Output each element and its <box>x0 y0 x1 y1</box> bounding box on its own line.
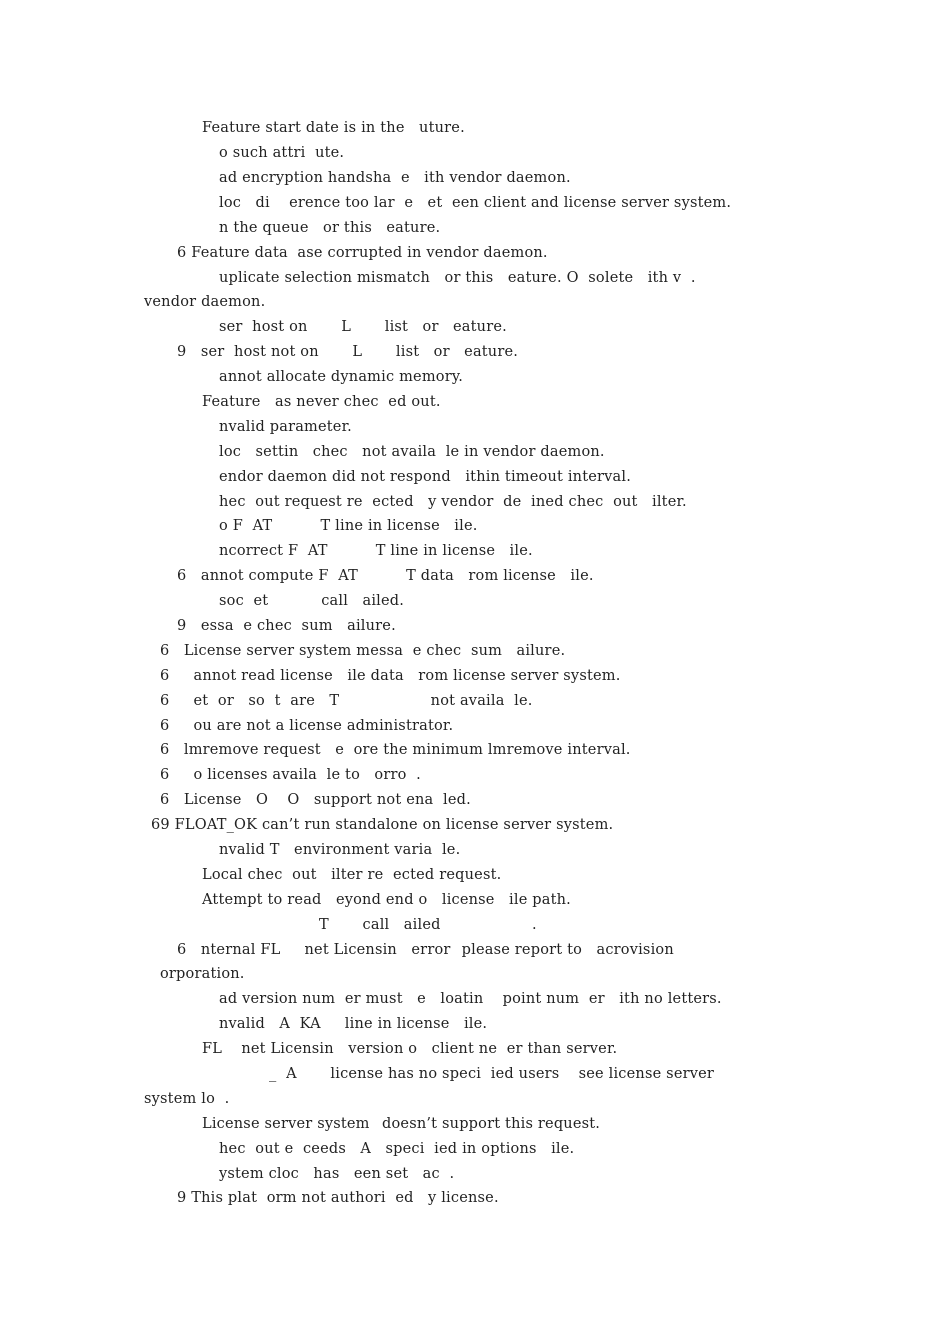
text-line: 6 ou are not a license administrator. <box>160 718 454 734</box>
text-line: ad encryption handsha e ith vendor daemon. <box>219 170 571 186</box>
text-line: 6 lmremove request e ore the minimum lmremove interval. <box>160 742 631 758</box>
text-line: 6 annot compute F AT T data rom license ile. <box>177 568 594 584</box>
text-line: nvalid parameter. <box>219 419 352 435</box>
text-line: 6 et or so t are T not availa le. <box>160 693 533 709</box>
text-line: 9 ser host not on L list or eature. <box>177 344 519 360</box>
text-line: Local chec out ilter re ected request. <box>202 867 502 883</box>
text-line: loc di erence too lar e et een client and license server system. <box>219 195 732 211</box>
text-line: hec out request re ected y vendor de ined chec out ilter. <box>219 494 687 510</box>
text-line: 6 o licenses availa le to orro . <box>160 767 421 783</box>
text-line: FL net Licensin version o client ne er than server. <box>202 1041 618 1057</box>
text-line: 6 Feature data ase corrupted in vendor daemon. <box>177 245 548 261</box>
text-line: annot allocate dynamic memory. <box>219 369 464 385</box>
text-line: n the queue or this eature. <box>219 220 441 236</box>
text-line: doesn’t support this request. <box>382 1116 601 1132</box>
text-line: 6 nternal FL net Licensin error <box>177 942 451 958</box>
text-line: o F AT T line in license ile. <box>219 518 478 534</box>
text-line: uplicate selection mismatch or this eature. O solete ith v . <box>219 270 696 286</box>
text-line: License server system <box>202 1116 370 1132</box>
text-line: 6 annot read license ile data rom license server system. <box>160 668 621 684</box>
text-line: Attempt to read eyond end o license ile path. <box>202 892 571 908</box>
text-line: Feature as never chec ed out. <box>202 394 441 410</box>
text-line: nvalid A KA line in license ile. <box>219 1016 488 1032</box>
text-line: nvalid T environment varia le. <box>219 842 461 858</box>
text-line: ncorrect F AT T line in license ile. <box>219 543 533 559</box>
text-line: vendor daemon. <box>144 294 266 310</box>
text-line: ser host on L list or eature. <box>219 319 507 335</box>
text-line: 6 License server system messa e chec sum ailure. <box>160 643 566 659</box>
text-line: ystem cloc has een set ac . <box>219 1166 455 1182</box>
text-line: _ A license has no speci ied users see license server <box>269 1066 715 1082</box>
text-line: 69 FLOAT_OK can’t run standalone on license server system. <box>151 817 614 833</box>
text-line: soc et call ailed. <box>219 593 405 609</box>
text-line: system lo . <box>144 1091 230 1107</box>
text-line: orporation. <box>160 966 245 982</box>
text-line: 9 essa e chec sum ailure. <box>177 618 396 634</box>
text-line: ad version num er must e loatin point num er ith no letters. <box>219 991 722 1007</box>
text-line: 9 This plat orm not authori ed y license. <box>177 1190 499 1206</box>
text-line: loc settin chec not availa le in vendor daemon. <box>219 444 605 460</box>
text-line: please report to acrovision <box>452 942 674 958</box>
text-line: 6 License O O support not ena led. <box>160 792 471 808</box>
text-line: hec out e ceeds A speci ied in options ile. <box>219 1141 575 1157</box>
text-line: o such attri ute. <box>219 145 345 161</box>
text-line: T call ailed . <box>319 917 537 933</box>
text-line: endor daemon did not respond ithin timeout interval. <box>219 469 632 485</box>
text-line: Feature start date is in the uture. <box>202 120 465 136</box>
